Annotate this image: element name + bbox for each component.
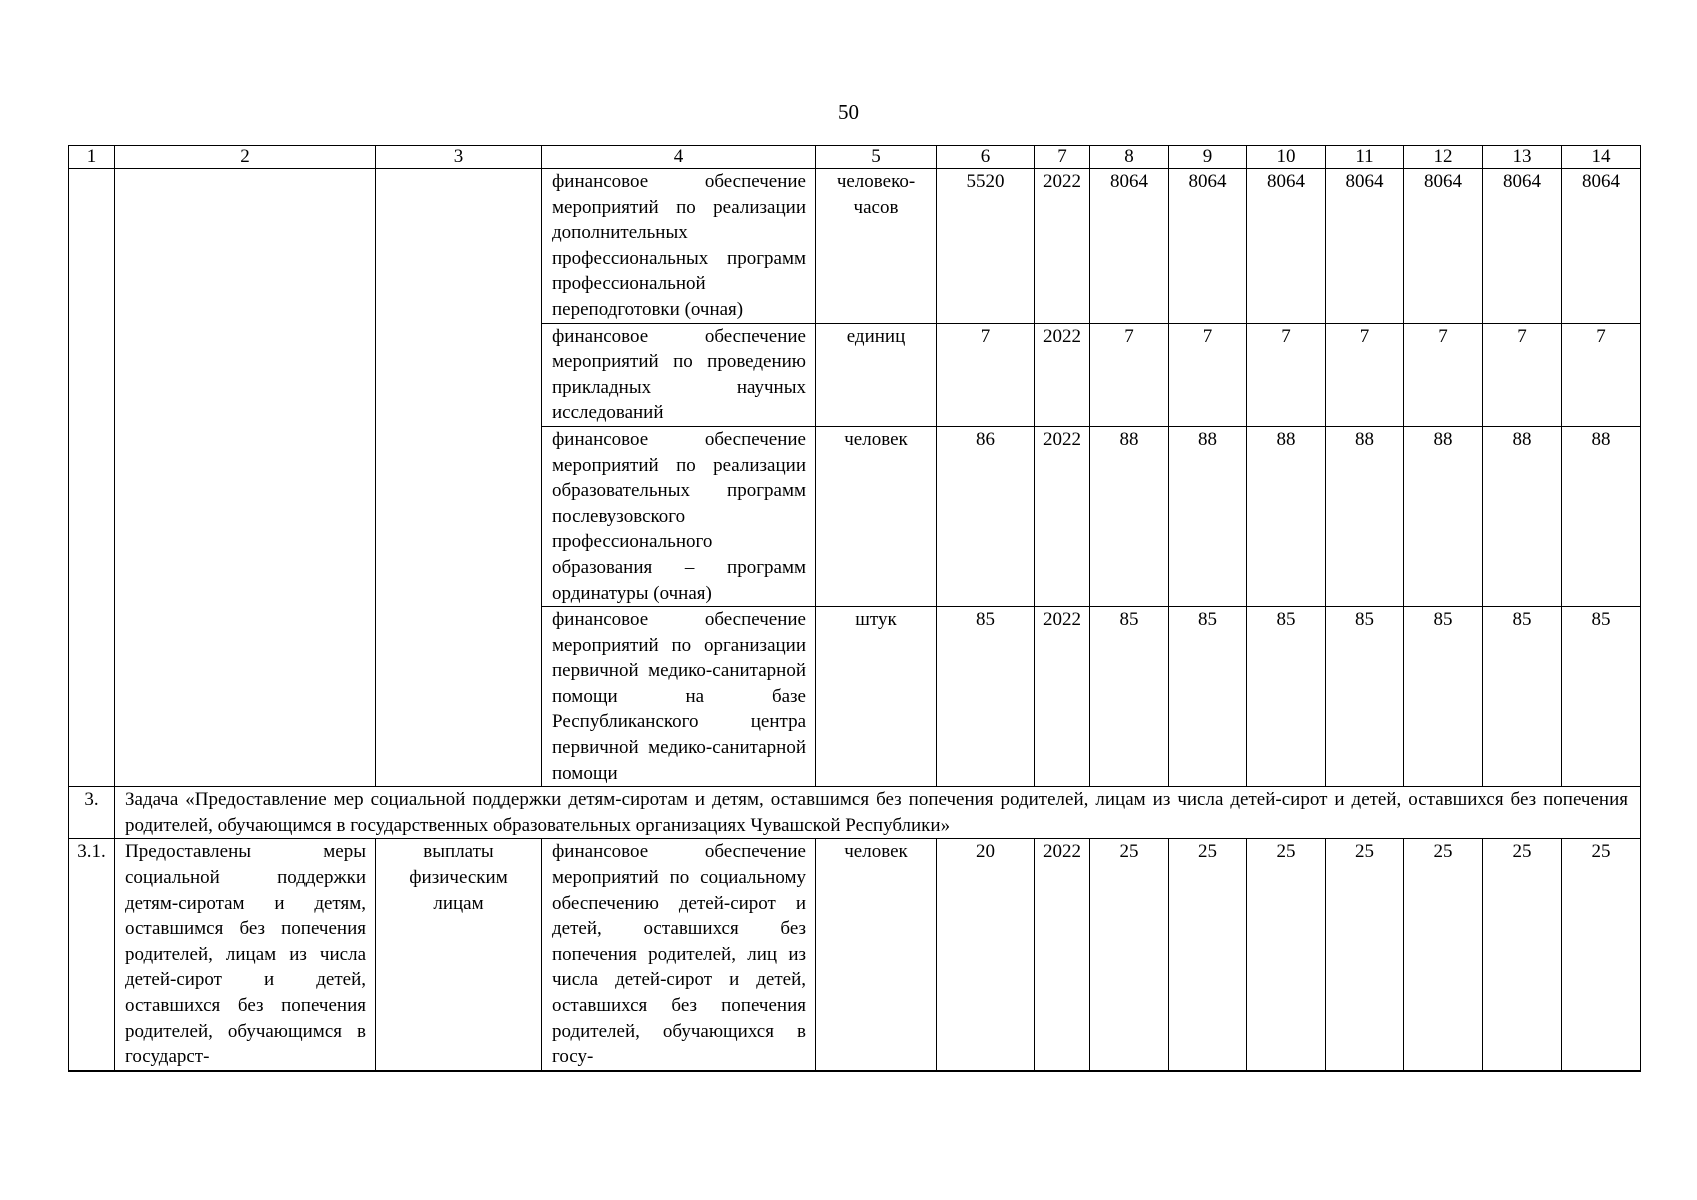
indicator-cell: финансовое обеспечение мероприятий по реализации дополнительных профессиональных программ профессиональной переподготовки (очная) xyxy=(542,169,816,324)
base-value-cell: 5520 xyxy=(937,169,1035,324)
value-cell: 7 xyxy=(1404,323,1483,426)
base-year-cell: 2022 xyxy=(1035,169,1090,324)
value-cell: 7 xyxy=(1483,323,1562,426)
value-cell: 25 xyxy=(1483,839,1562,1071)
indicator-cell: финансовое обеспечение мероприятий по проведению прикладных научных исследований xyxy=(542,323,816,426)
value-cell: 85 xyxy=(1404,607,1483,787)
value-cell: 8064 xyxy=(1562,169,1641,324)
value-cell: 8064 xyxy=(1483,169,1562,324)
value-cell: 85 xyxy=(1247,607,1326,787)
col-header: 13 xyxy=(1483,146,1562,169)
value-cell: 7 xyxy=(1247,323,1326,426)
value-cell: 8064 xyxy=(1326,169,1404,324)
col-header: 1 xyxy=(69,146,115,169)
indicator-cell: финансовое обеспечение мероприятий по реализации образовательных программ послевузовского профессионального образования – программ ординатуры (очная) xyxy=(542,426,816,606)
value-cell: 7 xyxy=(1090,323,1169,426)
unit-cell: человек xyxy=(816,839,937,1071)
indicator-cell: финансовое обеспечение мероприятий по организации первичной медико-санитарной помощи на базе Республиканского центра первичной медико-санитарной помощи xyxy=(542,607,816,787)
base-value-cell: 20 xyxy=(937,839,1035,1071)
col-header: 14 xyxy=(1562,146,1641,169)
col-header: 2 xyxy=(115,146,376,169)
value-cell: 85 xyxy=(1562,607,1641,787)
row-number: 3.1. xyxy=(69,839,115,1071)
task-number: 3. xyxy=(69,787,115,839)
unit-cell: человеко-часов xyxy=(816,169,937,324)
table-row xyxy=(69,839,1641,1071)
value-cell: 8064 xyxy=(1090,169,1169,324)
value-cell: 8064 xyxy=(1247,169,1326,324)
base-year-cell: 2022 xyxy=(1035,839,1090,1071)
value-cell: 88 xyxy=(1483,426,1562,606)
value-cell: 8064 xyxy=(1169,169,1247,324)
value-cell: 88 xyxy=(1247,426,1326,606)
value-cell: 25 xyxy=(1169,839,1247,1071)
col-header: 9 xyxy=(1169,146,1247,169)
value-cell: 88 xyxy=(1404,426,1483,606)
column-number-row xyxy=(69,146,1641,169)
value-cell: 88 xyxy=(1326,426,1404,606)
col-header: 8 xyxy=(1090,146,1169,169)
empty-cell xyxy=(376,169,542,787)
col-header: 6 xyxy=(937,146,1035,169)
value-cell: 25 xyxy=(1326,839,1404,1071)
base-value-cell: 85 xyxy=(937,607,1035,787)
value-cell: 88 xyxy=(1169,426,1247,606)
col-header: 10 xyxy=(1247,146,1326,169)
col-header: 5 xyxy=(816,146,937,169)
task-title: Задача «Предоставление мер социальной поддержки детям-сиротам и детям, оставшимся без попечения родителей, лицам из числа детей-сирот и детей, оставшихся без попечения родителей, обучающимся в государственных образовательных организациях Чувашской Республики» xyxy=(115,787,1641,839)
empty-cell xyxy=(115,169,376,787)
measure-cell: выплаты физическим лицам xyxy=(376,839,542,1071)
value-cell: 85 xyxy=(1326,607,1404,787)
base-year-cell: 2022 xyxy=(1035,607,1090,787)
base-year-cell: 2022 xyxy=(1035,426,1090,606)
value-cell: 25 xyxy=(1562,839,1641,1071)
table-row xyxy=(69,169,1641,324)
value-cell: 8064 xyxy=(1404,169,1483,324)
value-cell: 85 xyxy=(1090,607,1169,787)
value-cell: 25 xyxy=(1404,839,1483,1071)
indicators-table xyxy=(68,145,1641,1072)
value-cell: 88 xyxy=(1090,426,1169,606)
base-year-cell: 2022 xyxy=(1035,323,1090,426)
value-cell: 85 xyxy=(1483,607,1562,787)
base-value-cell: 86 xyxy=(937,426,1035,606)
page-number: 50 xyxy=(838,100,859,124)
value-cell: 25 xyxy=(1090,839,1169,1071)
col-header: 12 xyxy=(1404,146,1483,169)
value-cell: 85 xyxy=(1169,607,1247,787)
base-value-cell: 7 xyxy=(937,323,1035,426)
unit-cell: штук xyxy=(816,607,937,787)
empty-cell xyxy=(69,169,115,787)
indicator-cell: финансовое обеспечение мероприятий по социальному обеспечению детей-сирот и детей, оставшихся без попечения родителей, лиц из числа детей-сирот и детей, оставшихся без попечения родителей, обучающихся в госу- xyxy=(542,839,816,1071)
value-cell: 7 xyxy=(1169,323,1247,426)
col-header: 4 xyxy=(542,146,816,169)
result-cell: Предоставлены меры социальной поддержки детям-сиротам и детям, оставшимся без попечения родителей, лицам из числа детей-сирот и детей, оставшихся без попечения родителей, обучающимся в государст- xyxy=(115,839,376,1071)
col-header: 7 xyxy=(1035,146,1090,169)
value-cell: 88 xyxy=(1562,426,1641,606)
value-cell: 7 xyxy=(1562,323,1641,426)
task-row xyxy=(69,787,1641,839)
unit-cell: человек xyxy=(816,426,937,606)
col-header: 11 xyxy=(1326,146,1404,169)
unit-cell: единиц xyxy=(816,323,937,426)
col-header: 3 xyxy=(376,146,542,169)
value-cell: 25 xyxy=(1247,839,1326,1071)
value-cell: 7 xyxy=(1326,323,1404,426)
